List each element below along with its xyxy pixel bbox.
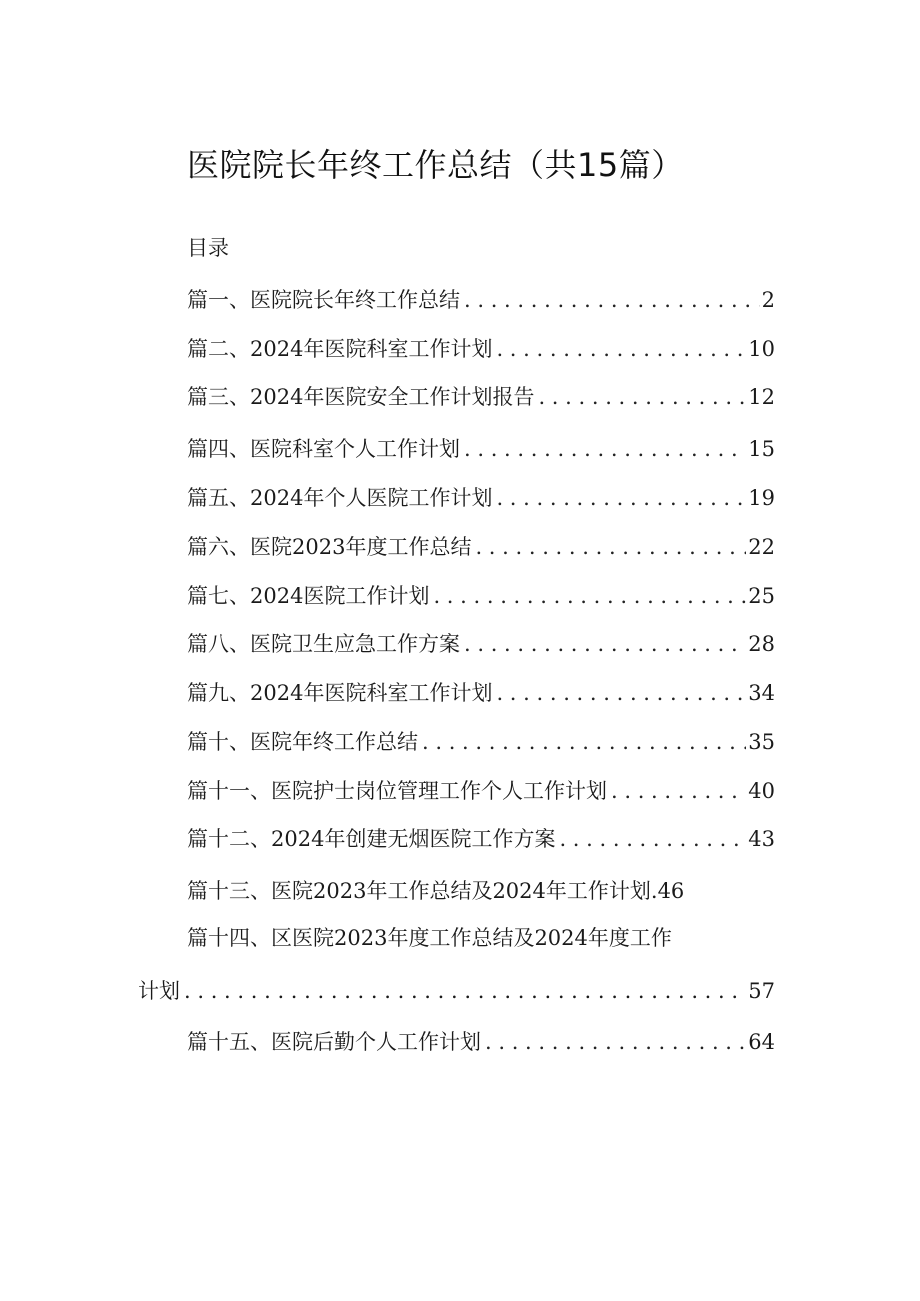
toc-entry-page: 64 (748, 1030, 775, 1054)
toc-entry-14-line1[interactable]: 篇十四、区医院2023年度工作总结及2024年度工作 (187, 926, 672, 950)
toc-entry-label: 篇十、医院年终工作总结 (187, 730, 418, 754)
toc-leader-dots (464, 632, 746, 656)
toc-entry-3[interactable] (187, 381, 775, 411)
toc-entry-4[interactable] (187, 433, 775, 463)
toc-entry-page: 28 (748, 632, 775, 656)
toc-entry-label: 篇五、2024年个人医院工作计划 (187, 486, 493, 510)
toc-leader-dots (496, 681, 746, 705)
toc-entry-12[interactable] (187, 823, 775, 853)
toc-entry-page: 35 (748, 730, 775, 754)
toc-entry-page: 22 (748, 535, 775, 559)
toc-leader-dots (611, 779, 746, 803)
toc-entry-page: 40 (748, 779, 775, 803)
toc-entry-page: 43 (748, 827, 775, 851)
toc-entry-label: 篇二、2024年医院科室工作计划 (187, 337, 493, 361)
toc-entry-page: 15 (748, 437, 775, 461)
toc-entry-15[interactable] (187, 1026, 775, 1056)
toc-entry-page: 25 (748, 584, 775, 608)
toc-entry-label: 篇四、医院科室个人工作计划 (187, 437, 460, 461)
toc-entry-11[interactable] (187, 775, 775, 805)
toc-leader-dots (422, 730, 746, 754)
toc-entry-page: 2 (761, 288, 775, 312)
toc-entry-page: 19 (748, 486, 775, 510)
toc-leader-dots (496, 337, 746, 361)
toc-entry-label: 篇七、2024医院工作计划 (187, 584, 430, 608)
toc-entry-label: 篇十二、2024年创建无烟医院工作方案 (187, 827, 556, 851)
toc-heading: 目录 (187, 236, 229, 260)
toc-leader-dots (433, 584, 746, 608)
toc-entry-label: 篇十一、医院护士岗位管理工作个人工作计划 (187, 779, 607, 803)
toc-entry-label: 篇九、2024年医院科室工作计划 (187, 681, 493, 705)
toc-entry-9[interactable] (187, 677, 775, 707)
toc-entry-8[interactable] (187, 628, 775, 658)
toc-leader-dots (184, 979, 746, 1003)
toc-entry-13[interactable] (187, 875, 747, 905)
toc-entry-page: 57 (748, 979, 775, 1003)
toc-entry-7[interactable] (187, 580, 775, 610)
toc-leader-dots (496, 486, 746, 510)
toc-entry-14-line2[interactable] (138, 975, 775, 1005)
toc-entry-1[interactable] (187, 284, 775, 314)
toc-entry-label: 篇六、医院2023年度工作总结 (187, 535, 472, 559)
toc-entry-page: 12 (748, 385, 775, 409)
toc-leader-dots (464, 288, 760, 312)
toc-entry-5[interactable] (187, 482, 775, 512)
toc-entry-label: 计划 (138, 979, 180, 1003)
toc-leader-dots (475, 535, 746, 559)
toc-leader-dots (464, 437, 746, 461)
toc-leader-dots (538, 385, 746, 409)
document-title: 医院院长年终工作总结（共15篇） (187, 146, 684, 184)
toc-entry-page: 46 (657, 879, 685, 903)
toc-entry-label: 篇十三、医院2023年工作总结及2024年工作计划. (187, 879, 658, 903)
toc-entry-label: 篇八、医院卫生应急工作方案 (187, 632, 460, 656)
toc-leader-dots (485, 1030, 746, 1054)
toc-entry-label: 篇一、医院院长年终工作总结 (187, 288, 460, 312)
toc-leader-dots (559, 827, 746, 851)
toc-entry-label: 篇三、2024年医院安全工作计划报告 (187, 385, 535, 409)
toc-entry-page: 34 (748, 681, 775, 705)
toc-entry-10[interactable] (187, 726, 775, 756)
toc-entry-2[interactable] (187, 333, 775, 363)
toc-entry-page: 10 (748, 337, 775, 361)
toc-entry-6[interactable] (187, 531, 775, 561)
toc-entry-label: 篇十五、医院后勤个人工作计划 (187, 1030, 481, 1054)
